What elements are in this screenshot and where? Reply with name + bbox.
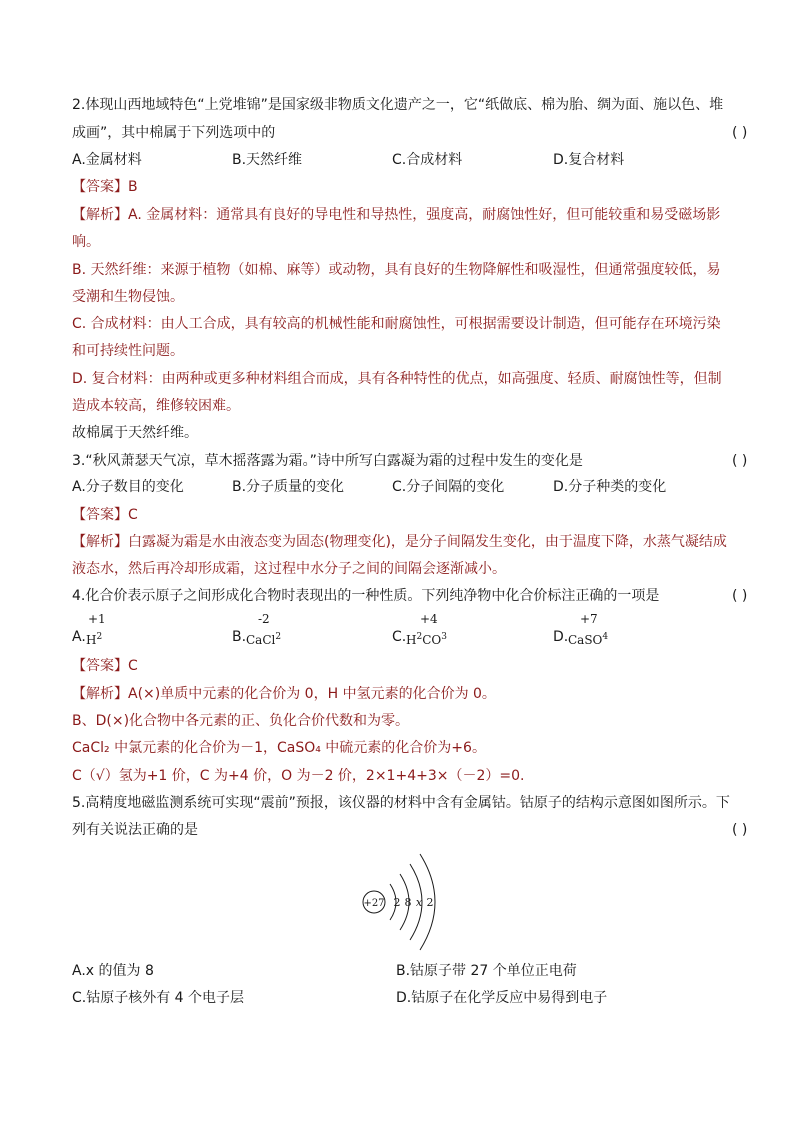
q3-analysis-line: 液态水，然后再冷却形成霜，这过程中水分子之间的间隔会逐渐减小。: [72, 561, 506, 577]
q3-stem: 3.“秋风萧瑟天气凉，草木摇落露为霜。”诗中所写白露凝为霜的过程中发生的变化是: [72, 453, 583, 469]
q4-analysis-line: B、D(×)化合物中各元素的正、负化合价代数和为零。: [72, 713, 410, 729]
nucleus-charge: +27: [363, 898, 385, 909]
q3-option-d: D.分子种类的变化: [553, 479, 667, 495]
q4-option-a-formula: $H^2$: [86, 632, 103, 647]
q2-answer: 【答案】B: [72, 179, 138, 195]
q5-option-b: B.钴原子带 27 个单位正电荷: [396, 963, 577, 979]
q4-analysis-line: CaCl₂ 中氯元素的化合价为－1，CaSO₄ 中硫元素的化合价为+6。: [72, 740, 486, 756]
q4-option-c-letter: C.: [392, 629, 407, 645]
shell-electron-count: 8: [404, 896, 412, 909]
q4-analysis-line: C（√）氢为+1 价，C 为+4 价，O 为－2 价，2×1+4+3×（－2）=0.: [72, 768, 525, 784]
q4-option-c-formula: $H^2CO^3$: [406, 632, 447, 647]
q3-option-c: C.分子间隔的变化: [392, 479, 505, 495]
q4-option-d-formula: CaSO$^4$: [568, 632, 609, 647]
q4-answer: 【答案】C: [72, 658, 138, 674]
q4-analysis-line: 【解析】A(×)单质中元素的化合价为 0，H 中氢元素的化合价为 0。: [72, 686, 496, 702]
q3-option-a: A.分子数目的变化: [72, 479, 184, 495]
q2-option-c: C.合成材料: [392, 152, 463, 168]
q5-stem-line-2: 列有关说法正确的是: [72, 822, 198, 838]
q5-option-d: D.钴原子在化学反应中易得到电子: [396, 990, 608, 1006]
q2-analysis-line: 造成本较高，维修较困难。: [72, 398, 240, 414]
q3-answer: 【答案】C: [72, 507, 138, 523]
q4-option-d-letter: D.: [553, 629, 569, 645]
q4-option-d-valence: +7: [580, 612, 598, 626]
q2-analysis-line: D. 复合材料：由两种或更多种材料组合而成，具有各种特性的优点，如高强度、轻质、耐腐蚀性等，但制: [72, 371, 722, 387]
q3-answer-bracket: ( ): [732, 453, 748, 469]
q4-option-a-valence: +1: [88, 612, 106, 626]
q2-analysis-line: 响。: [72, 234, 100, 250]
shell-electron-count: 2: [426, 896, 434, 909]
q2-stem-line-1: 2.体现山西地域特色“上党堆锦”是国家级非物质文化遗产之一，它“纸做底、棉为胎、绸为面、施以色、堆: [72, 97, 724, 113]
q2-answer-bracket: ( ): [732, 125, 748, 141]
q3-option-b: B.分子质量的变化: [232, 479, 345, 495]
q2-analysis-line: 【解析】A. 金属材料：通常具有良好的导电性和导热性，强度高，耐腐蚀性好，但可能较重和易受磁场影: [72, 207, 721, 223]
q2-option-b: B.天然纤维: [232, 152, 303, 168]
q4-answer-bracket: ( ): [732, 588, 748, 604]
shell-electron-count: 2: [393, 896, 401, 909]
q2-conclusion: 故棉属于天然纤维。: [72, 425, 198, 441]
q4-option-c-valence: +4: [420, 612, 438, 626]
q5-option-a: A.x 的值为 8: [72, 963, 154, 979]
q2-analysis-line: C. 合成材料：由人工合成，具有较高的机械性能和耐腐蚀性，可根据需要设计制造，但可能存在环境污染: [72, 316, 721, 332]
q4-option-a-letter: A.: [72, 629, 86, 645]
q5-option-c: C.钴原子核外有 4 个电子层: [72, 990, 245, 1006]
q4-option-b-valence: -2: [258, 612, 270, 626]
q4-stem: 4.化合价表示原子之间形成化合物时表现出的一种性质。下列纯净物中化合价标注正确的一项是: [72, 588, 660, 604]
q4-option-b-formula: CaCl$^2$: [246, 632, 282, 647]
q2-analysis-line: 和可持续性问题。: [72, 343, 184, 359]
cobalt-atom-structure-diagram: [360, 850, 450, 960]
q2-option-d: D.复合材料: [553, 152, 625, 168]
q2-option-a: A.金属材料: [72, 152, 142, 168]
q4-option-b-letter: B.: [232, 629, 247, 645]
q2-stem-line-2: 成画”，其中棉属于下列选项中的: [72, 125, 276, 141]
q2-analysis-line: B. 天然纤维：来源于植物（如棉、麻等）或动物，具有良好的生物降解性和吸湿性，但通常强度较低，易: [72, 262, 721, 278]
q3-analysis-line: 【解析】白露凝为霜是水由液态变为固态(物理变化)，是分子间隔发生变化，由于温度下降，水蒸气凝结成: [72, 534, 727, 550]
q2-analysis-line: 受潮和生物侵蚀。: [72, 289, 184, 305]
shell-electron-count: x: [415, 896, 423, 909]
q5-answer-bracket: ( ): [732, 822, 748, 838]
q5-stem-line-1: 5.高精度地磁监测系统可实现“震前”预报，该仪器的材料中含有金属钴。钴原子的结构示意图如图所示。下: [72, 795, 730, 811]
